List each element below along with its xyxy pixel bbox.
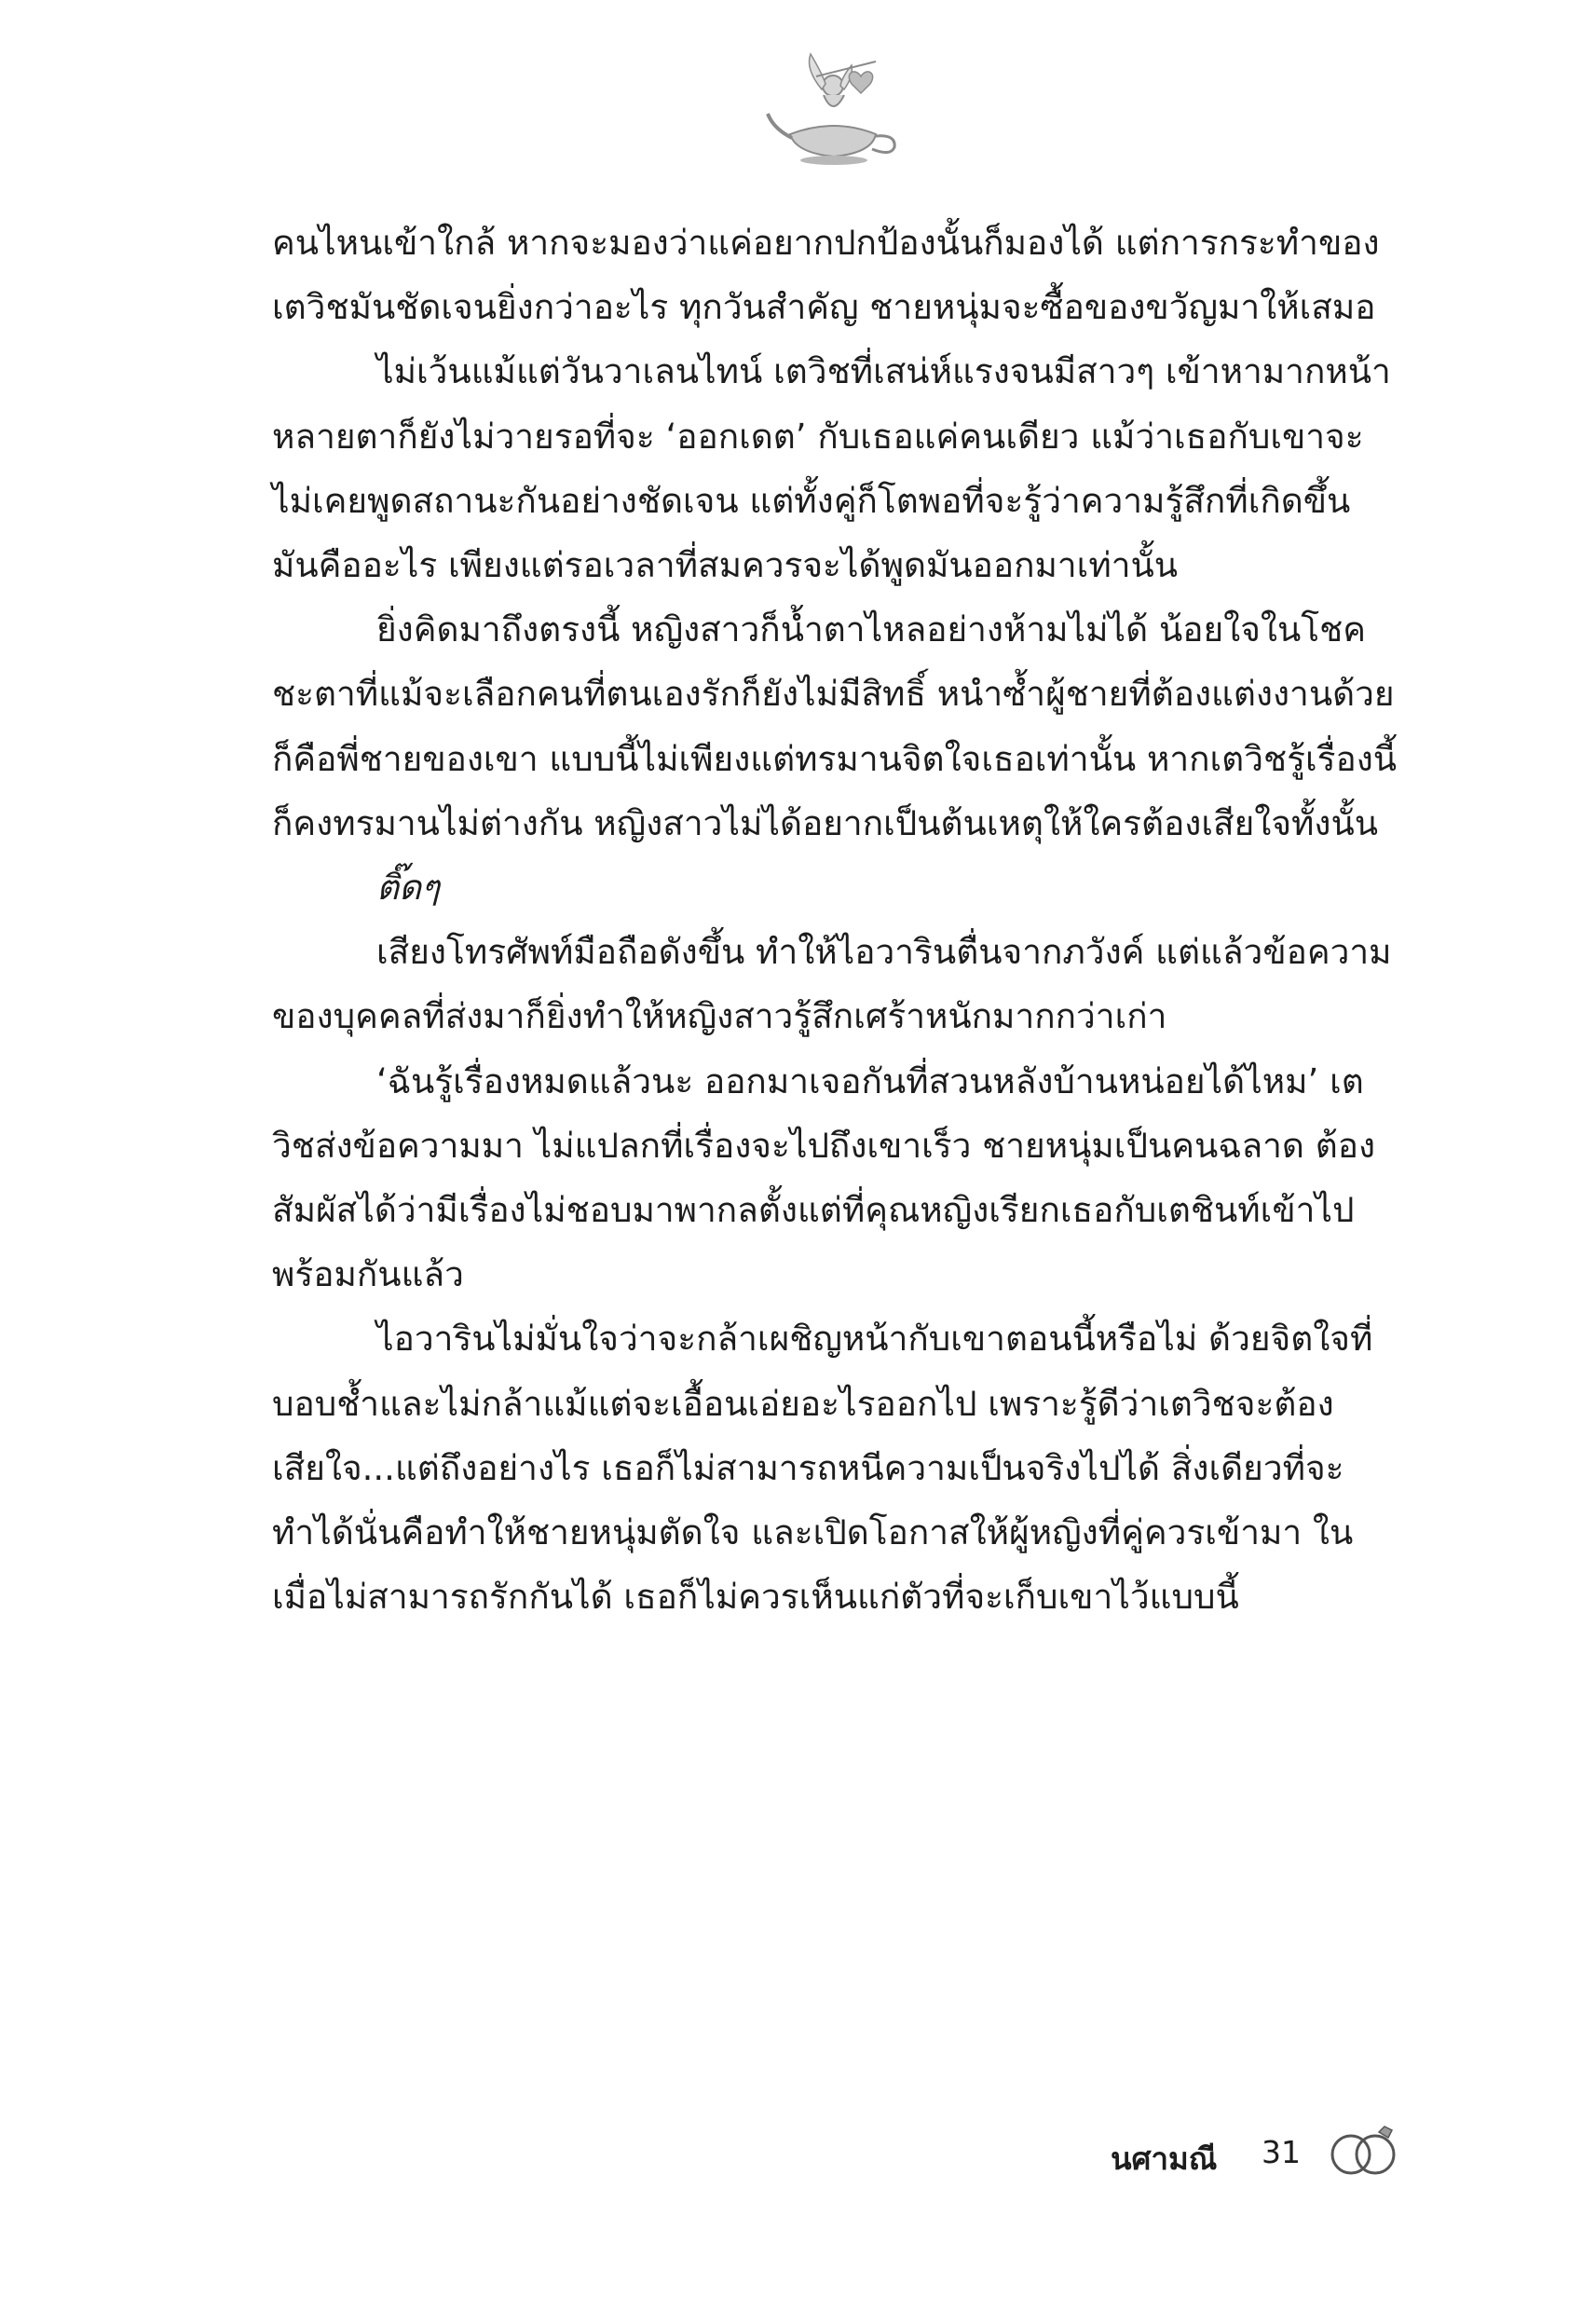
page-number: 31 (1262, 2134, 1301, 2170)
paragraph: เสียงโทรศัพท์มือถือดังขึ้น ทำให้ไอวารินตื่นจากภวังค์ แต่แล้วข้อความของบุคคลที่ส่งมาก็ยิ่งทำให้หญิงสาวรู้สึกเศร้าหนักมากกว่าเก่า (272, 932, 1392, 1037)
cupid-teapot-icon (764, 48, 904, 170)
paragraph: ไอวารินไม่มั่นใจว่าจะกล้าเผชิญหน้ากับเขาตอนนี้หรือไม่ ด้วยจิตใจที่บอบช้ำและไม่กล้าแม้แต่จะเอื้อนเอ่ยอะไรออกไป เพราะรู้ดีว่าเตวิชจะต้องเสียใจ...แต่ถึงอย่างไร เธอก็ไม่สามารถหนีความเป็นจริงไปได้ สิ่งเดียวที่จะทำได้นั่นคือทำให้ชายหนุ่มตัดใจ และเปิดโอกาสให้ผู้หญิงที่คู่ควรเข้ามา ในเมื่อไม่สามารถรักกันได้ เธอก็ไม่ควรเห็นแก่ตัวที่จะเก็บเขาไว้แบบนี้ (272, 1319, 1373, 1618)
paragraph: คนไหนเข้าใกล้ หากจะมองว่าแค่อยากปกป้องนั้นก็มองได้ แต่การกระทำของเตวิชมันชัดเจนยิ่งกว่าอะไร ทุกวันสำคัญ ชายหนุ่มจะซื้อของขวัญมาให้เสมอ (272, 223, 1380, 328)
paragraph: ‘ฉันรู้เรื่องหมดแล้วนะ ออกมาเจอกันที่สวนหลังบ้านหน่อยได้ไหม’ เตวิชส่งข้อความมา ไม่แปลกที่เรื่องจะไปถึงเขาเร็ว ชายหนุ่มเป็นคนฉลาด ต้องสัมผัสได้ว่ามีเรื่องไม่ชอบมาพากลตั้งแต่ที่คุณหญิงเรียกเธอกับเตชินท์เข้าไปพร้อมกันแล้ว (272, 1060, 1376, 1295)
paragraph: ไม่เว้นแม้แต่วันวาเลนไทน์ เตวิชที่เสน่ห์แรงจนมีสาวๆ เข้าหามากหน้าหลายตาก็ยังไม่วายรอที่จะ ‘ออกเดต’ กับเธอแค่คนเดียว แม้ว่าเธอกับเขาจะไม่เคยพูดสถานะกันอย่างชัดเจน แต่ทั้งคู่ก็โตพอที่จะรู้ว่าความรู้สึกที่เกิดขึ้น มันคืออะไร เพียงแต่รอเวลาที่สมควรจะได้พูดมันออกมาเท่านั้น (272, 351, 1391, 586)
wedding-rings-icon (1323, 2123, 1407, 2179)
author-name: นศามณี (1111, 2140, 1218, 2177)
page-footer (1111, 2123, 1418, 2179)
sound-effect-line: ติ๊ดๆ (376, 868, 440, 909)
paragraph: ยิ่งคิดมาถึงตรงนี้ หญิงสาวก็น้ำตาไหลอย่างห้ามไม่ได้ น้อยใจในโชคชะตาที่แม้จะเลือกคนที่ตนเองรักก็ยังไม่มีสิทธิ์ หนำซ้ำผู้ชายที่ต้องแต่งงานด้วยก็คือพี่ชายของเขา แบบนี้ไม่เพียงแต่ทรมานจิตใจเธอเท่านั้น หากเตวิชรู้เรื่องนี้ก็คงทรมานไม่ต่างกัน หญิงสาวไม่ได้อยากเป็นต้นเหตุให้ใครต้องเสียใจทั้งนั้น (272, 609, 1398, 843)
story-text (272, 211, 1399, 1629)
